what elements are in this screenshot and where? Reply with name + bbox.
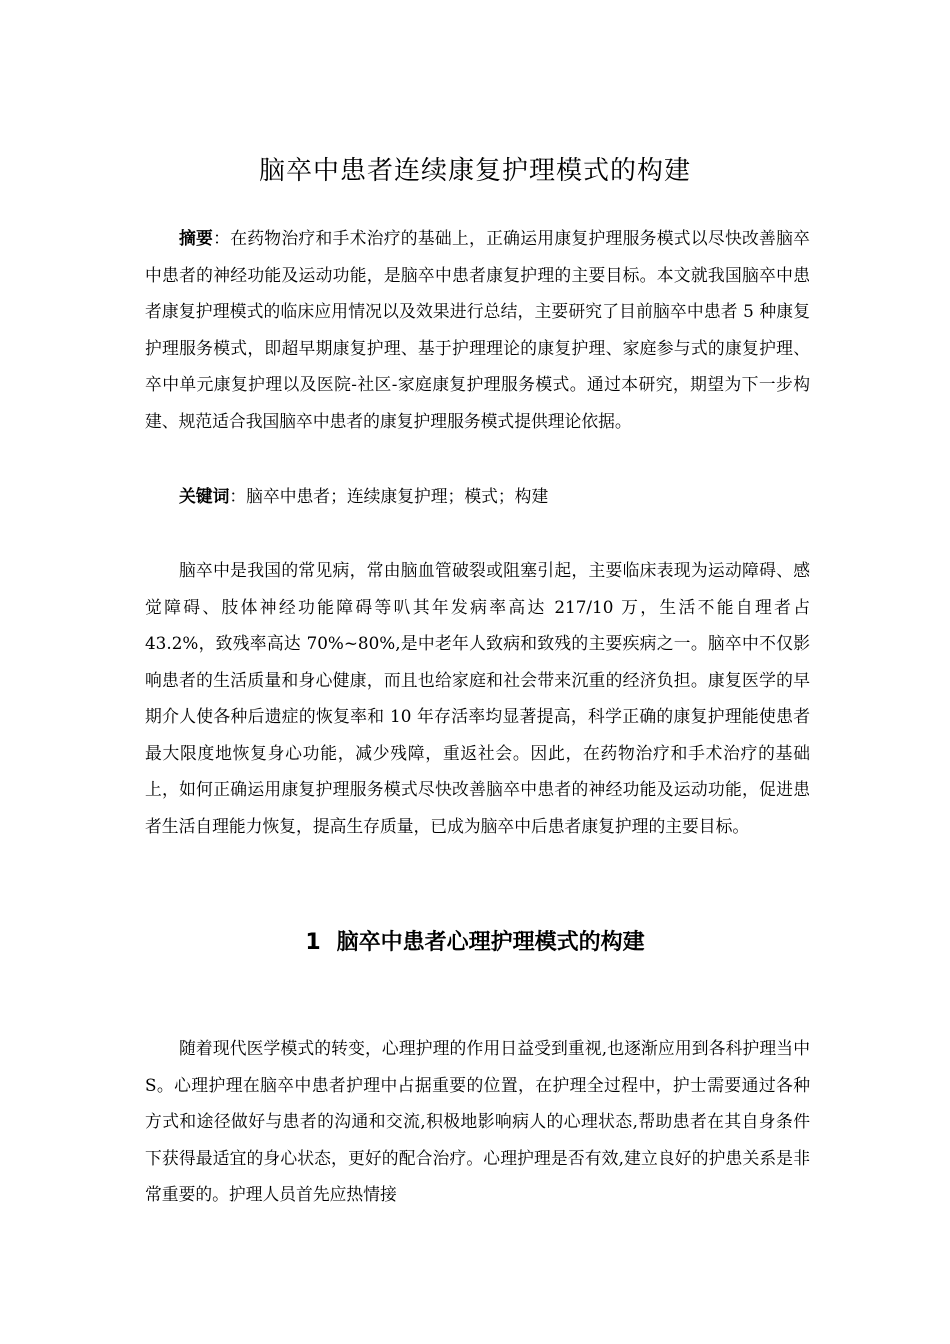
keywords-text: 脑卒中患者；连续康复护理；模式；构建 bbox=[246, 486, 549, 506]
paper-title: 脑卒中患者连续康复护理模式的构建 bbox=[258, 156, 691, 186]
keywords-paragraph bbox=[145, 478, 810, 515]
keywords-separator: ： bbox=[229, 486, 247, 506]
section-1-title: 脑卒中患者心理护理模式的构建 bbox=[336, 930, 645, 955]
abstract-paragraph bbox=[145, 220, 810, 439]
abstract-text: 在药物治疗和手术治疗的基础上，正确运用康复护理服务模式以尽快改善脑卒中患者的神经功能及运动功能，是脑卒中患者康复护理的主要目标。本文就我国脑卒中患者康复护理模式的临床应用情况以及效果进行总结，主要研究了目前脑卒中患者 5 种康复护理服务模式，即超早期康复护理、基于护理理论的康复护理、家庭参与式的康复护理、卒中单元康复护理以及医院-社区-家庭康复护理服务模式。通过本研究，期望为下一步构建、规范适合我国脑卒中患者的康复护理服务模式提供理论依据。 bbox=[145, 228, 810, 431]
intro-paragraph: 脑卒中是我国的常见病，常由脑血管破裂或阻塞引起，主要临床表现为运动障碍、感觉障碍、肢体神经功能障碍等叭其年发病率高达 217/10 万，生活不能自理者占 43.2%，致残率高达 70%~80%,是中老年人致病和致残的主要疾病之一。脑卒中不仅影响患者的生活质量和身心健康，而且也给家庭和社会带来沉重的经济负担。康复医学的早期介人使各种后遗症的恢复率和 10 年存活率均显著提高，科学正确的康复护理能使患者最大限度地恢复身心功能，减少残障，重返社会。因此，在药物治疗和手术治疗的基础上，如何正确运用康复护理服务模式尽快改善脑卒中患者的神经功能及运动功能，促进患者生活自理能力恢复，提高生存质量，已成为脑卒中后患者康复护理的主要目标。 bbox=[145, 560, 810, 836]
section-1-number: 1 bbox=[305, 930, 321, 955]
section-1-paragraph: 随着现代医学模式的转变，心理护理的作用日益受到重视,也逐渐应用到各科护理当中 S。心理护理在脑卒中患者护理中占据重要的位置，在护理全过程中，护士需要通过各种方式和途径做好与患者的沟通和交流,积极地影响病人的心理状态,帮助患者在其自身条件下获得最适宜的身心状态，更好的配合治疗。心理护理是否有效,建立良好的护患关系是非常重要的。护理人员首先应热情接 bbox=[145, 1038, 810, 1204]
keywords-label: 关键词 bbox=[179, 486, 230, 506]
abstract-label: 摘要 bbox=[179, 228, 214, 248]
abstract-separator: ： bbox=[213, 228, 231, 248]
section-1-heading bbox=[0, 925, 950, 956]
